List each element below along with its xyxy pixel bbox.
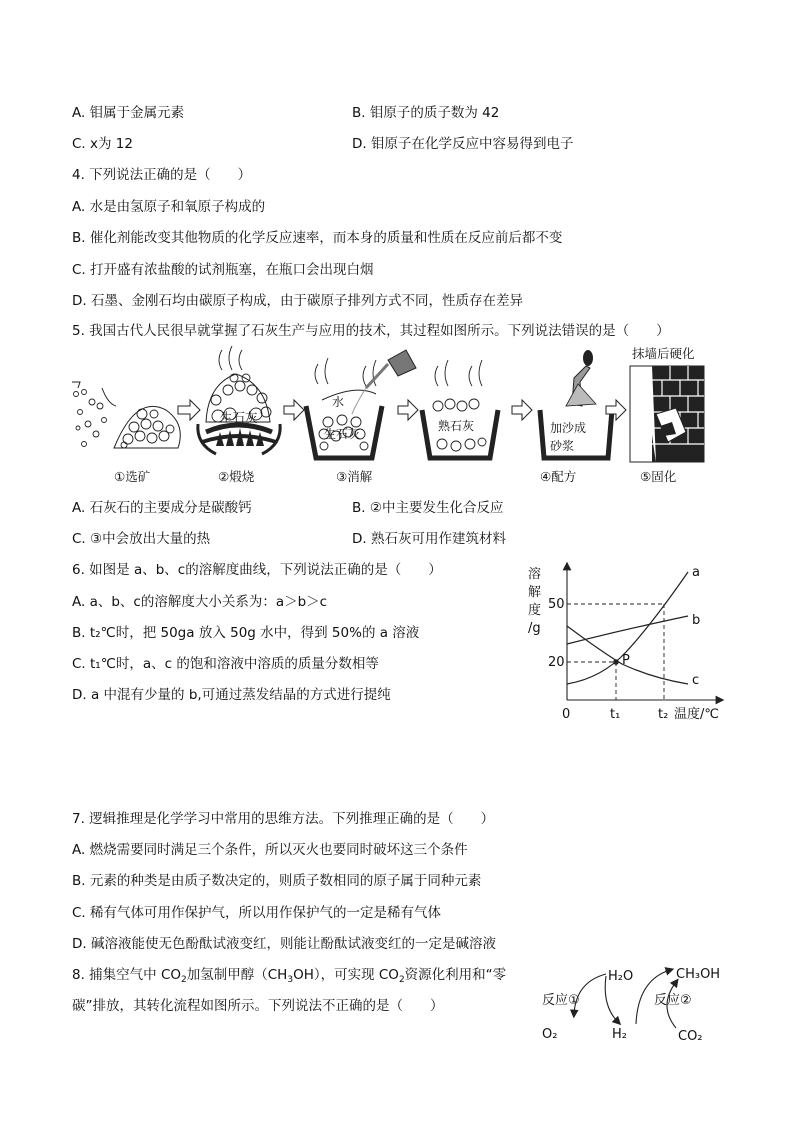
q3-option-b: B. 钼原子的质子数为 42 [352,105,500,121]
step2-label: ②煅烧 [218,469,255,484]
q6-option-a: A. a、b、c的溶解度大小关系为：a＞b＞c [72,594,328,610]
x-tick-0: 0 [562,707,571,722]
step4-label: ④配方 [540,469,577,484]
wall-label: 抹墙后硬化 [632,346,695,361]
quicklime-label: 生石灰 [220,410,258,425]
q6-option-b: B. t₂℃时，把 50ga 放入 50g 水中，得到 50%的 a 溶液 [72,625,420,641]
step1-label: ①选矿 [114,469,151,484]
point-p-label: P [622,653,630,668]
q8-stem-line1: 8. 捕集空气中 $CO_2$加氢制甲醇$(CH_3OH)$，可实现 $CO_2$资源化利用和“零 [72,967,507,985]
h2o-label: H₂O [608,969,634,984]
series-a-label: a [692,565,700,580]
q7-option-d: D. 碱溶液能使无色酚酞试液变红，则能让酚酞试液变红的一定是碱溶液 [72,936,496,952]
arrow-h2o-to-o2 [574,974,606,1014]
q4-option-b: B. 催化剂能改变其他物质的化学反应速率，而本身的质量和性质在反应前后都不变 [72,230,563,246]
y-axis-label-2: 解 [528,585,542,600]
q5-option-c: C. ③中会放出大量的热 [72,531,211,547]
q4-stem: 4. 下列说法正确的是（ ） [72,167,252,183]
mix-label-2: 砂浆 [550,439,575,453]
q4-option-d: D. 石墨、金刚石均由碳原子构成，由于碳原子排列方式不同，性质存在差异 [72,293,523,309]
q6-option-c: C. t₁℃时，a、c 的饱和溶液中溶质的质量分数相等 [72,656,379,672]
q5-option-a: A. 石灰石的主要成分是碳酸钙 [72,500,252,516]
slaking-illustration [306,350,416,458]
q3-option-d: D. 钼原子在化学反应中容易得到电子 [352,136,574,152]
quicklime2-label: 生石灰 [324,427,361,441]
lime-process-figure [66,344,716,490]
calcining-illustration [198,346,280,454]
q7-option-c: C. 稀有气体可用作保护气，所以用作保护气的一定是稀有气体 [72,905,442,921]
x-tick-t1: t₁ [610,707,621,722]
q3-option-a: A. 钼属于金属元素 [72,105,185,121]
y-tick-50: 50 [548,597,565,612]
q6-stem: 6. 如图是 a、b、c的溶解度曲线，下列说法正确的是（ ） [72,562,442,578]
arrow-icon [284,400,304,420]
arrow-icon [512,400,532,420]
slaked-lime-illustration [422,360,498,458]
q4-option-c: C. 打开盛有浓盐酸的试剂瓶塞，在瓶口会出现白烟 [72,262,374,278]
solubility-chart [522,560,732,726]
q8-stem-line2: 碳”排放，其转化流程如图所示。下列说法不正确的是（ ） [72,998,444,1014]
wall-illustration [630,366,704,462]
series-c-label: c [692,673,700,688]
step3-label: ③消解 [336,469,373,484]
q3-option-c: C. x为 12 [72,136,133,152]
y-axis-label-4: /g [528,621,541,636]
co2-label: CO₂ [678,1029,703,1044]
o2-label: O₂ [542,1027,558,1042]
slaked-lime-label: 熟石灰 [438,419,475,433]
co2-cycle-figure [538,960,728,1050]
q7-option-b: B. 元素的种类是由质子数决定的，则质子数相同的原子属于同种元素 [72,873,482,889]
point-p [613,659,619,665]
q5-option-b: B. ②中主要发生化合反应 [352,500,504,516]
water-label: 水 [332,395,345,409]
q5-stem: 5. 我国古代人民很早就掌握了石灰生产与应用的技术，其过程如图所示。下列说法错误的是（ ） [72,323,670,339]
q4-option-a: A. 水是由氢原子和氧原子构成的 [72,199,266,215]
q7-stem: 7. 逻辑推理是化学学习中常用的思维方法。下列推理正确的是（ ） [72,811,495,827]
ch3oh-label: CH₃OH [676,967,721,982]
h2-label: H₂ [612,1027,627,1042]
y-axis-label-1: 溶 [528,567,542,582]
q7-option-a: A. 燃烧需要同时满足三个条件，所以灭火也要同时破坏这三个条件 [72,842,468,858]
mix-label-1: 加沙成 [550,421,587,435]
step5-label: ⑤固化 [640,469,677,484]
x-axis-label: 温度/℃ [674,707,719,722]
ore-pile-illustration [72,382,180,448]
arrow-icon [398,400,418,420]
arrow-icon [178,400,200,420]
q5-option-d: D. 熟石灰可用作建筑材料 [352,531,506,547]
reaction2-label: 反应② [654,993,692,1008]
series-b-label: b [692,613,701,628]
reaction1-label: 反应① [542,993,580,1008]
y-axis-label-3: 度 [528,603,542,618]
y-tick-20: 20 [548,655,565,670]
q6-option-d: D. a 中混有少量的 b,可通过蒸发结晶的方式进行提纯 [72,687,391,703]
x-tick-t2: t₂ [658,707,669,722]
